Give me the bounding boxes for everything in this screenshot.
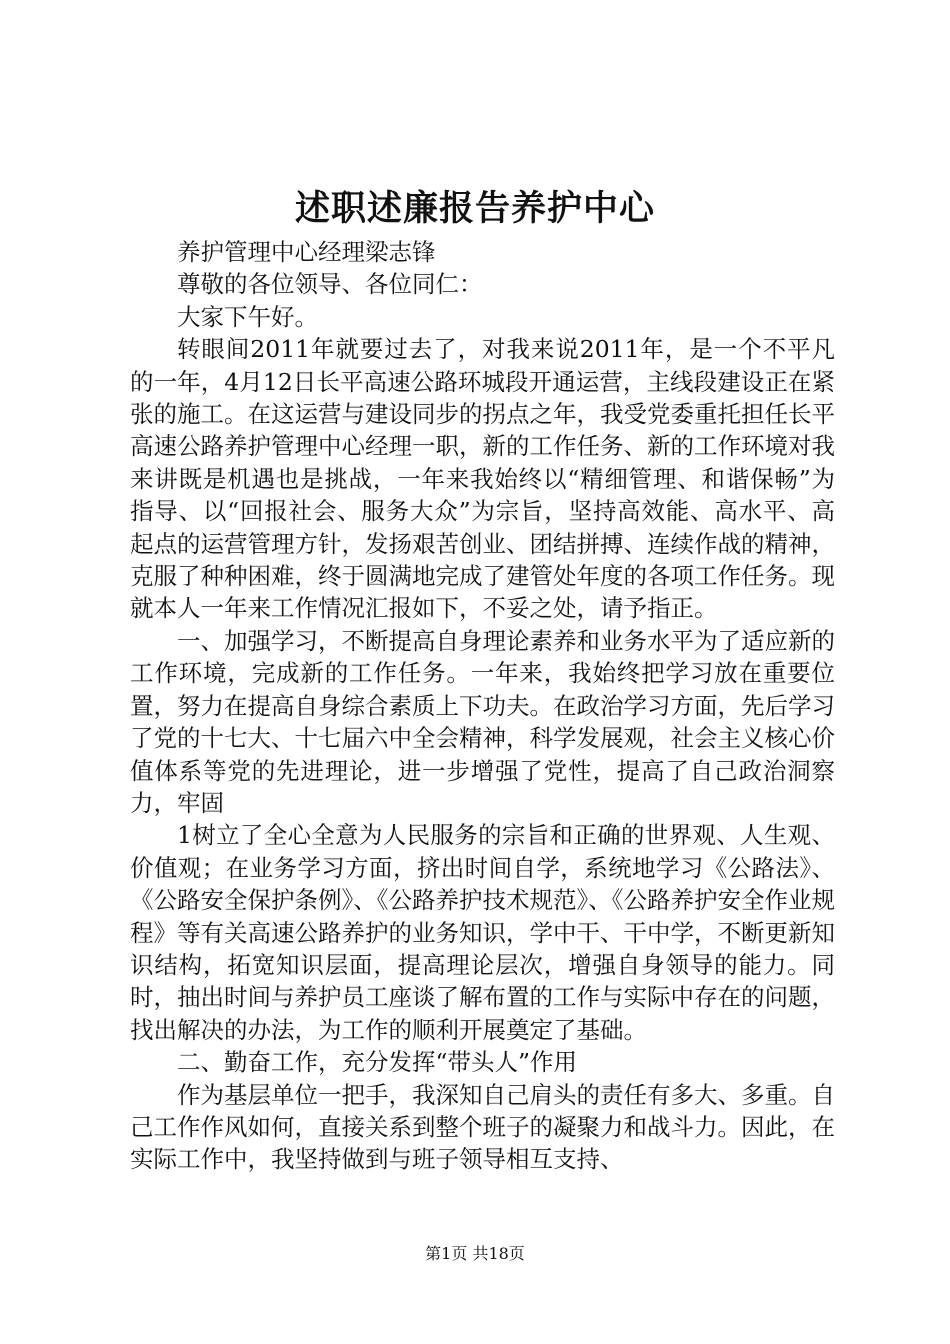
- section-heading: 二、勤奋工作，充分发挥“带头人”作用: [177, 1048, 578, 1077]
- document-body: [130, 236, 835, 1176]
- page-number-footer: 第1页 共18页: [425, 1244, 525, 1263]
- greeting: 大家下午好。: [177, 302, 318, 331]
- salutation: 尊敬的各位领导、各位同仁：: [177, 270, 483, 299]
- body-paragraph: 1树立了全心全意为人民服务的宗旨和正确的世界观、人生观、价值观；在业务学习方面，挤出时间自学，系统地学习《公路法》、《公路安全保护条例》、《公路养护技术规范》、《公路养护安全作业规程》等有关高速公路养护的业务知识，学中干、干中学，不断更新知识结构，拓宽知识层面，提高理论层次，增强自身领导的能力。同时，抽出时间与养护员工座谈了解布置的工作与实际中存在的问题，找出解决的办法，为工作的顺利开展奠定了基础。: [130, 821, 835, 1044]
- body-paragraph: 作为基层单位一把手，我深知自己肩头的责任有多大、多重。自己工作作风如何，直接关系到整个班子的凝聚力和战斗力。因此，在实际工作中，我坚持做到与班子领导相互支持、: [130, 1080, 835, 1174]
- author-line: 养护管理中心经理梁志锋: [177, 238, 436, 266]
- document-title: 述职述廉报告养护中心: [294, 189, 655, 229]
- body-paragraph: 转眼间2011年就要过去了，对我来说2011年，是一个不平凡的一年，4月12日长平高速公路环城段开通运营，主线段建设正在紧张的施工。在这运营与建设同步的拐点之年，我受党委重托担任长平高速公路养护管理中心经理一职，新的工作任务、新的工作环境对我来讲既是机遇也是挑战，一年来我始终以“精细管理、和谐保畅”为指导、以“回报社会、服务大众”为宗旨，坚持高效能、高水平、高起点的运营管理方针，发扬艰苦创业、团结拼搏、连续作战的精神，克服了种种困难，终于圆满地完成了建管处年度的各项工作任务。现就本人一年来工作情况汇报如下，不妥之处，请予指正。: [130, 335, 835, 623]
- body-paragraph: 一、加强学习，不断提高自身理论素养和业务水平为了适应新的工作环境，完成新的工作任务。一年来，我始终把学习放在重要位置，努力在提高自身综合素质上下功夫。在政治学习方面，先后学习了党的十七大、十七届六中全会精神，科学发展观，社会主义核心价值体系等党的先进理论，进一步增强了党性，提高了自己政治洞察力，牢固: [130, 626, 835, 817]
